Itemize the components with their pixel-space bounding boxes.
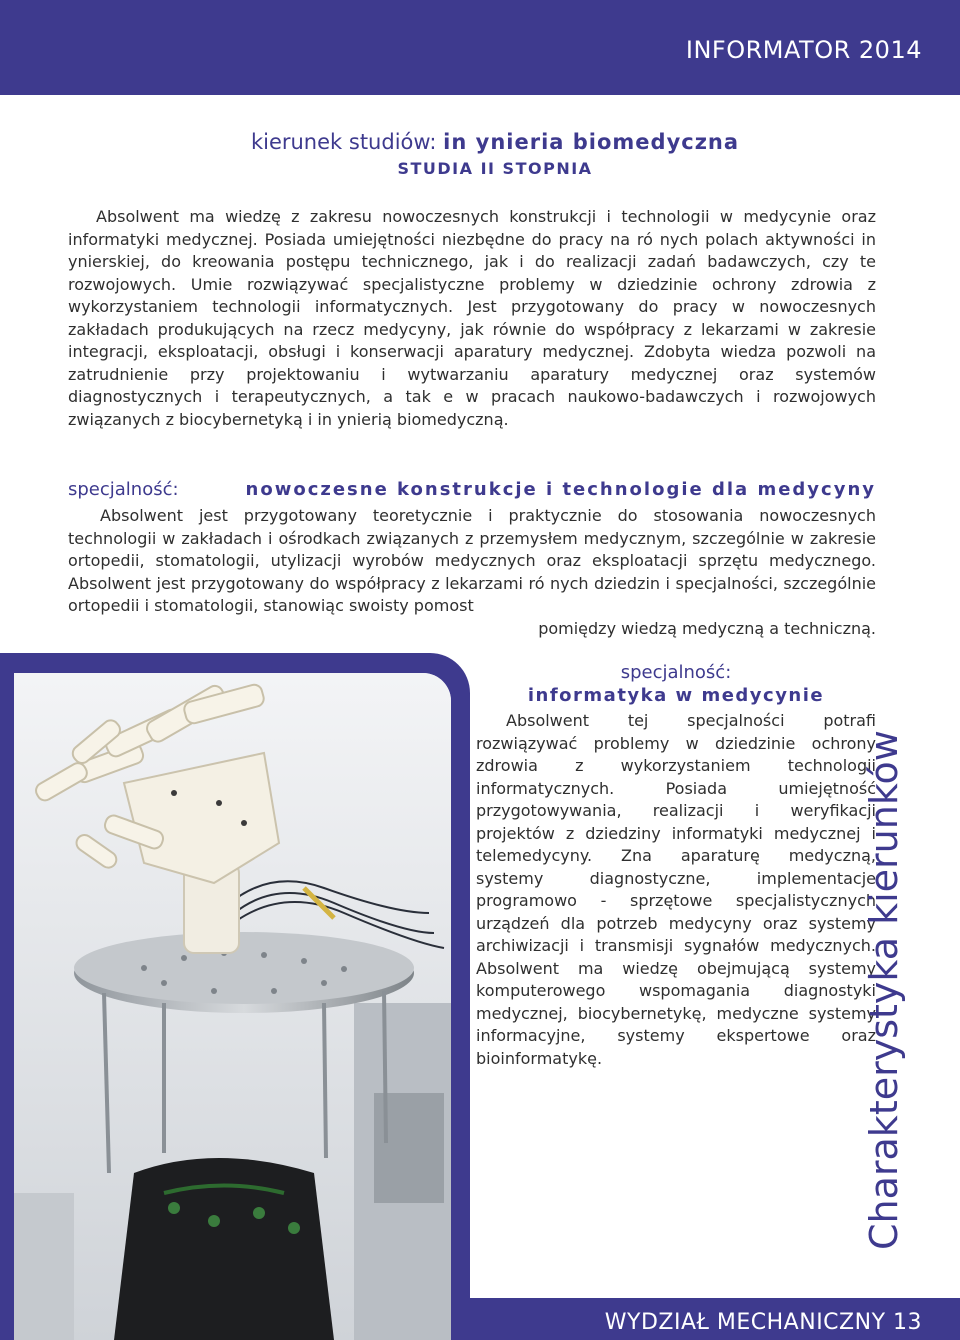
spec1-paragraph xyxy=(68,505,876,640)
program-line xyxy=(0,130,960,154)
robotic-hand-photo xyxy=(14,673,451,1340)
program-field: in ynieria biomedyczna xyxy=(443,130,740,154)
spec1-text: Absolwent jest przygotowany teoretycznie i praktycznie do stosowania nowoczesnych technologii w zakładach i ośrodkach związanych z przemysłem medycznym, szczególnie w zakresie ortopedii, stomatologii, utylizacji wyrobów medycznych oraz eksploatacji sprzętu medycznego. Absolwent jest przygotowany do współpracy z lekarzami ró nych dziedzin i specjalności, szczególnie ortopedii i stomatologii, stanowiąc swoisty pomost xyxy=(68,506,876,615)
spec1-heading xyxy=(68,479,876,500)
degree-level: STUDIA II STOPNIA xyxy=(397,159,593,178)
spec1-text-end: pomiędzy wiedzą medyczną a techniczną. xyxy=(538,618,876,638)
footer-text: WYDZIAŁ MECHANICZNY 13 xyxy=(604,1310,922,1335)
program-label: kierunek studiów: xyxy=(250,130,437,154)
side-title: Charakterystyka kierunków xyxy=(862,730,906,1250)
spec1-label: specjalność: xyxy=(68,479,179,500)
robotic-hand-illustration xyxy=(14,673,451,1340)
spec2-paragraph: Absolwent tej specjalności potrafi rozwiązywać problemy w dziedzinie ochrony zdrowia z wykorzystaniem technologii informatycznych. Posiada umiejętność przygotowywania, realizacji i weryfikacji projektów z dziedziny informatyki medycznej i telemedycyny. Zna aparaturę medyczną, systemy diagnostyczne, implementacje programowo - sprzętowe specjalistycznych urządzeń dla potrzeb medycyny oraz systemy archiwizacji i transmisji sygnałów medycznych. Absolwent ma wiedzę obejmującą systemy komputerowego wspomagania diagnostyki medycznej, biocybernetykę, medyczne systemy informacyjne, systemy ekspertowe oraz bioinformatykę. xyxy=(476,711,876,1068)
footer-bar xyxy=(470,1298,960,1340)
intro-paragraph: Absolwent ma wiedzę z zakresu nowoczesnych konstrukcji i technologii w medycynie oraz informatyki medycznej. Posiada umiejętności niezbędne do pracy na ró nych polach aktywności in ynierskiej, do kreowania postępu technicznego, jak i do realizacji zadań badawczych, czy te rozwojowych. Umie rozwiązywać specjalistyczne problemy w dziedzinie ochrony zdrowia z wykorzystaniem technologii informatycznych. Jest przygotowany do pracy w nowoczesnych zakładach produkujących na rzecz medycyny, jak równie do współpracy z lekarzami w zakresie integracji, eksploatacji, obsługi i konserwacji aparatury medycznej. Zdobyta wiedza pozwoli na zatrudnienie przy projektowaniu i wytwarzaniu aparatury medycznej oraz systemów diagnostycznych i terapeutycznych, a tak e w pracach naukowo-badawczych i rozwojowych związanych z biocybernetyką i in ynierią biomedyczną. xyxy=(68,207,876,429)
header-title: INFORMATOR 2014 xyxy=(685,36,922,64)
spec2-label: specjalność: xyxy=(620,662,732,683)
spec2-name: informatyka w medycynie xyxy=(527,685,825,706)
header-bar xyxy=(0,0,960,95)
spec1-name: nowoczesne konstrukcje i technologie dla medycyny xyxy=(245,479,876,500)
photo-frame xyxy=(0,653,470,1340)
